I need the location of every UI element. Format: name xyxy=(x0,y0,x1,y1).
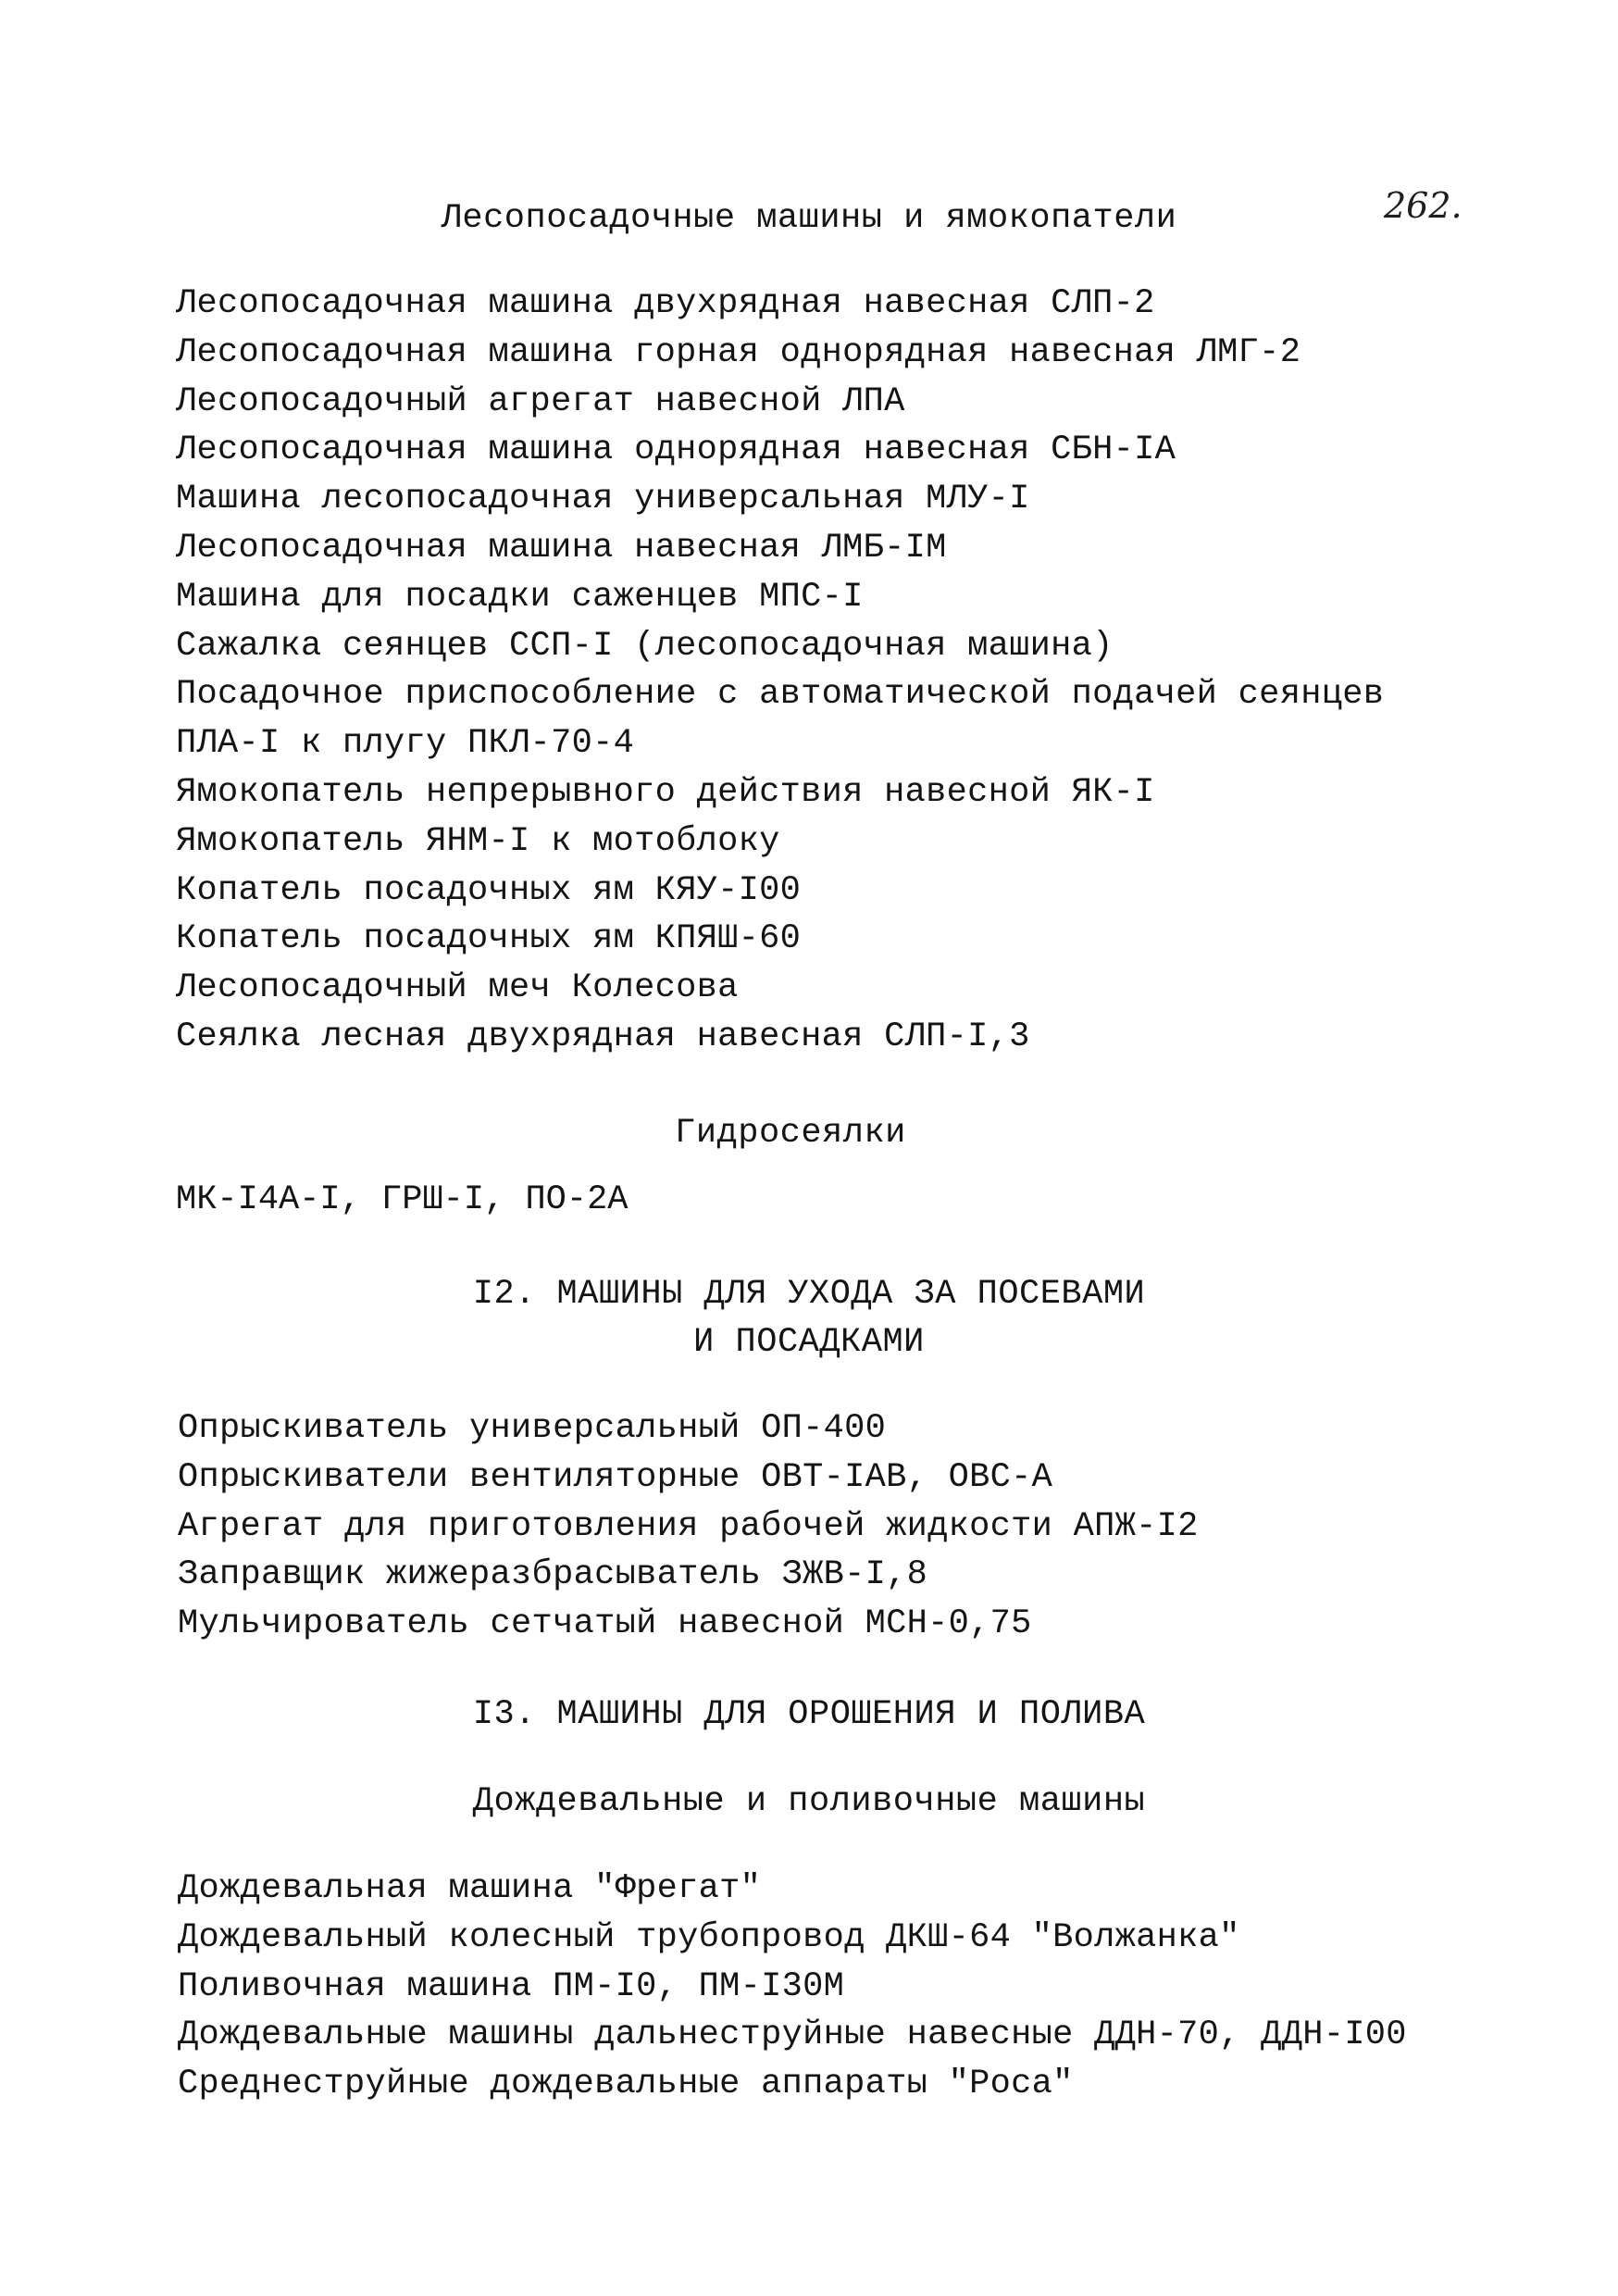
page-number: 262. xyxy=(1384,185,1462,226)
list-item: Заправщик жижеразбрасыватель ЗЖВ-I,8 xyxy=(178,1555,928,1595)
heading-section-12-line1: I2. МАШИНЫ ДЛЯ УХОДА ЗА ПОСЕВАМИ xyxy=(472,1275,1146,1314)
list-item: Лесопосадочная машина двухрядная навесная СЛП-2 xyxy=(176,284,1155,323)
list-item: Лесопосадочный меч Колесова xyxy=(176,968,739,1008)
list-item: Копатель посадочных ям КЯУ-I00 xyxy=(176,870,802,910)
list-planting-machines xyxy=(176,280,1384,1062)
list-irrigation-machines xyxy=(178,1865,1407,2109)
list-item: Опрыскиватель универсальный ОП-400 xyxy=(178,1409,887,1448)
list-item: Мульчирователь сетчатый навесной МСН-0,75 xyxy=(178,1604,1032,1644)
heading-section-12-line2: И ПОСАДКАМИ xyxy=(693,1323,925,1362)
heading-planting-machines: Лесопосадочные машины и ямокопатели xyxy=(441,199,1177,238)
list-item: Машина лесопосадочная универсальная МЛУ-I xyxy=(176,480,1030,519)
list-item: Ямокопатель ЯНМ-I к мотоблоку xyxy=(176,821,780,861)
list-item: Лесопосадочная машина горная однорядная навесная ЛМГ-2 xyxy=(176,332,1301,372)
list-item: Дождевальные машины дальнеструйные навесные ДДН-70, ДДН-I00 xyxy=(178,2015,1407,2055)
list-item: Лесопосадочная машина навесная ЛМБ-IМ xyxy=(176,528,947,568)
list-item: Ямокопатель непрерывного действия навесной ЯК-I xyxy=(176,772,1155,812)
list-item: Сеялка лесная двухрядная навесная СЛП-I,3 xyxy=(176,1017,1030,1056)
list-item: Сажалка сеянцев ССП-I (лесопосадочная машина) xyxy=(176,626,1114,666)
list-item: Машина для посадки саженцев МПС-I xyxy=(176,577,864,617)
heading-section-13: I3. МАШИНЫ ДЛЯ ОРОШЕНИЯ И ПОЛИВА xyxy=(472,1695,1146,1734)
list-item: Среднеструйные дождевальные аппараты "Роса" xyxy=(178,2065,1074,2104)
list-care-machines xyxy=(178,1404,1199,1649)
heading-hydroseeders: Гидросеялки xyxy=(675,1114,906,1153)
list-item: ПЛА-I к плугу ПКЛ-70-4 xyxy=(176,724,635,764)
list-item: Лесопосадочная машина однорядная навесная СБН-IА xyxy=(176,430,1176,470)
list-item: Лесопосадочный агрегат навесной ЛПА xyxy=(176,381,905,421)
list-item: Копатель посадочных ям КПЯШ-60 xyxy=(176,919,802,959)
hydroseeders-list: МК-I4А-I, ГРШ-I, ПО-2А xyxy=(176,1180,629,1219)
list-item: Дождевальный колесный трубопровод ДКШ-64 "Волжанка" xyxy=(178,1917,1240,1957)
list-item: Опрыскиватели вентиляторные ОВТ-IАВ, ОВС-А xyxy=(178,1457,1053,1497)
list-item: Посадочное приспособление с автоматической подачей сеянцев xyxy=(176,675,1385,715)
list-item: Дождевальная машина "Фрегат" xyxy=(178,1869,762,1908)
list-item: Поливочная машина ПМ-I0, ПМ-I30М xyxy=(178,1966,845,2006)
list-item: Агрегат для приготовления рабочей жидкости АПЖ-I2 xyxy=(178,1506,1199,1546)
subheading-irrigation-machines: Дождевальные и поливочные машины xyxy=(472,1782,1146,1821)
